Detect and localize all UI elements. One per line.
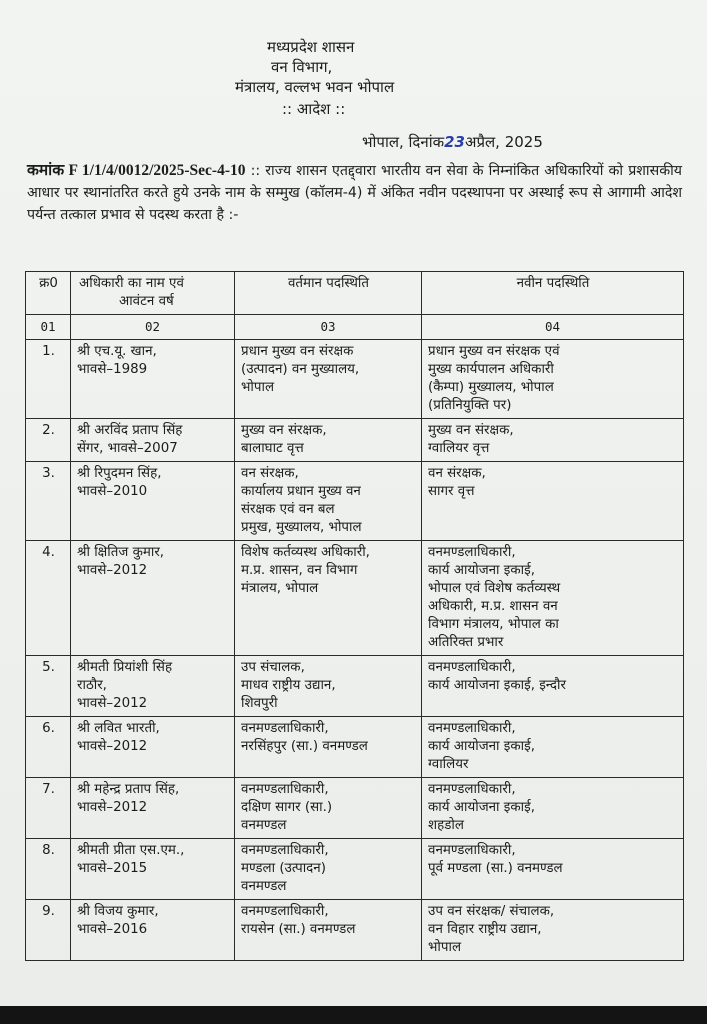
new-posting-line: विभाग मंत्रालय, भोपाल का [428,617,559,632]
column-number: 01 [26,315,71,340]
current-posting-line: संरक्षक एवं वन बल [241,502,335,517]
new-posting-line: (प्रतिनियुक्ति पर) [428,398,512,413]
officer-name-cell [71,900,235,961]
new-posting-line: वनमण्डलाधिकारी, [428,721,516,736]
serial-number: 4. [26,541,71,656]
officer-line: भावसे–2012 [77,696,148,711]
order-date [362,132,543,152]
current-posting-cell [235,656,422,717]
table-row [26,656,684,717]
current-posting-line: वन संरक्षक, [241,466,299,481]
column-number: 02 [71,315,235,340]
new-posting-line: कार्य आयोजना इकाई, इन्दौर [428,678,566,693]
table-row [26,900,684,961]
current-posting-cell [235,340,422,419]
officer-name-cell [71,717,235,778]
new-posting-line: वनमण्डलाधिकारी, [428,660,516,675]
officer-line: श्रीमती प्रीता एस.एम., [77,843,185,858]
new-posting-line: शहडोल [428,818,464,833]
transfer-table [25,271,684,961]
serial-number: 6. [26,717,71,778]
current-posting-cell [235,717,422,778]
officer-line: श्री एच.यू. खान, [77,344,157,359]
header-new-posting: नवीन पदस्थिति [422,272,684,315]
new-posting-line: मुख्य कार्यपालन अधिकारी [428,362,554,377]
current-posting-line: कार्यालय प्रधान मुख्य वन [241,484,361,499]
current-posting-line: माधव राष्ट्रीय उद्यान, [241,678,336,693]
current-posting-line: भोपाल [241,380,275,395]
table-row [26,778,684,839]
serial-number: 7. [26,778,71,839]
officer-line: श्री क्षितिज कुमार, [77,545,165,560]
current-posting-line: नरसिंहपुर (सा.) वनमण्डल [241,739,368,754]
serial-number: 3. [26,462,71,541]
officer-line: भावसे–2012 [77,800,148,815]
header-current-posting: वर्तमान पदस्थिति [235,272,422,315]
new-posting-line: अतिरिक्त प्रभार [428,635,504,650]
new-posting-line: पूर्व मण्डला (सा.) वनमण्डल [428,861,563,876]
column-number: 04 [422,315,684,340]
new-posting-cell [422,340,684,419]
order-intro-paragraph [27,160,682,226]
officer-line: भावसे–2015 [77,861,148,876]
table-row [26,717,684,778]
current-posting-line: विशेष कर्तव्यस्थ अधिकारी, [241,545,370,560]
current-posting-line: प्रधान मुख्य वन संरक्षक [241,344,354,359]
officer-name-cell [71,778,235,839]
new-posting-line: मुख्य वन संरक्षक, [428,423,514,438]
officer-line: श्रीमती प्रियांशी सिंह [77,660,173,675]
current-posting-cell [235,900,422,961]
current-posting-line: प्रमुख, मुख्यालय, भोपाल [241,520,362,535]
new-posting-line: वनमण्डलाधिकारी, [428,843,516,858]
table-header-row [26,272,684,315]
officer-line: भावसे–2012 [77,739,148,754]
current-posting-line: वनमण्डल [241,818,287,833]
serial-number: 8. [26,839,71,900]
officer-line: सेंगर, भावसे–2007 [77,441,178,456]
header-officer [71,272,235,315]
department-name: वन विभाग, [271,58,333,76]
order-title: :: आदेश :: [282,100,346,118]
officer-line: भावसे–2012 [77,563,148,578]
table-row [26,839,684,900]
new-posting-line: (कैम्पा) मुख्यालय, भोपाल [428,380,554,395]
serial-number: 1. [26,340,71,419]
date-day: 23 [444,133,465,151]
current-posting-line: म.प्र. शासन, वन विभाग [241,563,358,578]
current-posting-line: (उत्पादन) वन मुख्यालय, [241,362,360,377]
officer-line: श्री लवित भारती, [77,721,160,736]
new-posting-line: प्रधान मुख्य वन संरक्षक एवं [428,344,560,359]
current-posting-line: वनमण्डल [241,879,287,894]
officer-line: श्री रिपुदमन सिंह, [77,466,162,481]
current-posting-line: वनमण्डलाधिकारी, [241,721,329,736]
new-posting-cell [422,717,684,778]
new-posting-line: कार्य आयोजना इकाई, [428,739,535,754]
officer-name-cell [71,462,235,541]
new-posting-cell [422,419,684,462]
table-row [26,462,684,541]
officer-line: राठौर, [77,678,107,693]
header-serial: क्र0 [26,272,71,315]
new-posting-cell [422,541,684,656]
current-posting-cell [235,839,422,900]
new-posting-line: अधिकारी, म.प्र. शासन वन [428,599,558,614]
column-number: 03 [235,315,422,340]
current-posting-line: बालाघाट वृत्त [241,441,304,456]
new-posting-line: भोपाल [428,940,462,955]
serial-number: 5. [26,656,71,717]
current-posting-line: मण्डला (उत्पादन) [241,861,326,876]
new-posting-line: ग्वालियर वृत्त [428,441,490,456]
current-posting-line: वनमण्डलाधिकारी, [241,782,329,797]
new-posting-cell [422,778,684,839]
current-posting-cell [235,462,422,541]
order-intro-text: :: राज्य शासन एतद्द्वारा भारतीय वन सेवा के निम्नांकित अधिकारियों को प्रशासकीय आधार पर स्थानांतरित करते हुये उनके नाम के सम्मुख (कॉलम-4) में अंकित नवीन पदस्थापना पर अस्थाई रूप से आगामी आदेश पर्यन्त तत्काल प्रभाव से पदस्थ करता है :- [27,163,682,223]
current-posting-cell [235,778,422,839]
officer-line: भावसे–2010 [77,484,148,499]
current-posting-line: उप संचालक, [241,660,305,675]
officer-name-cell [71,419,235,462]
current-posting-line: वनमण्डलाधिकारी, [241,904,329,919]
new-posting-cell [422,900,684,961]
new-posting-line: वनमण्डलाधिकारी, [428,782,516,797]
serial-number: 9. [26,900,71,961]
new-posting-line: कार्य आयोजना इकाई, [428,800,535,815]
current-posting-line: रायसेन (सा.) वनमण्डल [241,922,356,937]
officer-line: भावसे–1989 [77,362,148,377]
header-officer-line: आवंटन वर्ष [119,294,174,309]
bottom-edge-bar [0,1006,707,1024]
new-posting-line: वन विहार राष्ट्रीय उद्यान, [428,922,542,937]
current-posting-line: वनमण्डलाधिकारी, [241,843,329,858]
new-posting-cell [422,462,684,541]
current-posting-cell [235,419,422,462]
officer-name-cell [71,839,235,900]
officer-line: श्री विजय कुमार, [77,904,159,919]
officer-name-cell [71,340,235,419]
officer-name-cell [71,656,235,717]
current-posting-line: मुख्य वन संरक्षक, [241,423,327,438]
new-posting-line: उप वन संरक्षक/ संचालक, [428,904,555,919]
officer-line: श्री महेन्द्र प्रताप सिंह, [77,782,180,797]
new-posting-cell [422,839,684,900]
date-month-year: अप्रैल, 2025 [465,133,543,151]
new-posting-line: ग्वालियर [428,757,469,772]
new-posting-line: सागर वृत्त [428,484,475,499]
new-posting-line: भोपाल एवं विशेष कर्तव्यस्थ [428,581,561,596]
column-number-row [26,315,684,340]
new-posting-line: वनमण्डलाधिकारी, [428,545,516,560]
current-posting-line: मंत्रालय, भोपाल [241,581,319,596]
office-address: मंत्रालय, वल्लभ भवन भोपाल [235,78,395,96]
new-posting-line: कार्य आयोजना इकाई, [428,563,535,578]
table-row [26,340,684,419]
officer-line: भावसे–2016 [77,922,148,937]
order-reference-number: कमांक F 1/1/4/0012/2025-Sec-4-10 [27,162,246,179]
table-row [26,541,684,656]
table-row [26,419,684,462]
new-posting-line: वन संरक्षक, [428,466,486,481]
government-name: मध्यप्रदेश शासन [267,38,355,56]
officer-line: श्री अरविंद प्रताप सिंह [77,423,183,438]
current-posting-line: शिवपुरी [241,696,278,711]
current-posting-cell [235,541,422,656]
header-officer-line: अधिकारी का नाम एवं [79,276,184,291]
officer-name-cell [71,541,235,656]
date-prefix: भोपाल, दिनांक [362,133,445,151]
serial-number: 2. [26,419,71,462]
current-posting-line: दक्षिण सागर (सा.) [241,800,333,815]
new-posting-cell [422,656,684,717]
